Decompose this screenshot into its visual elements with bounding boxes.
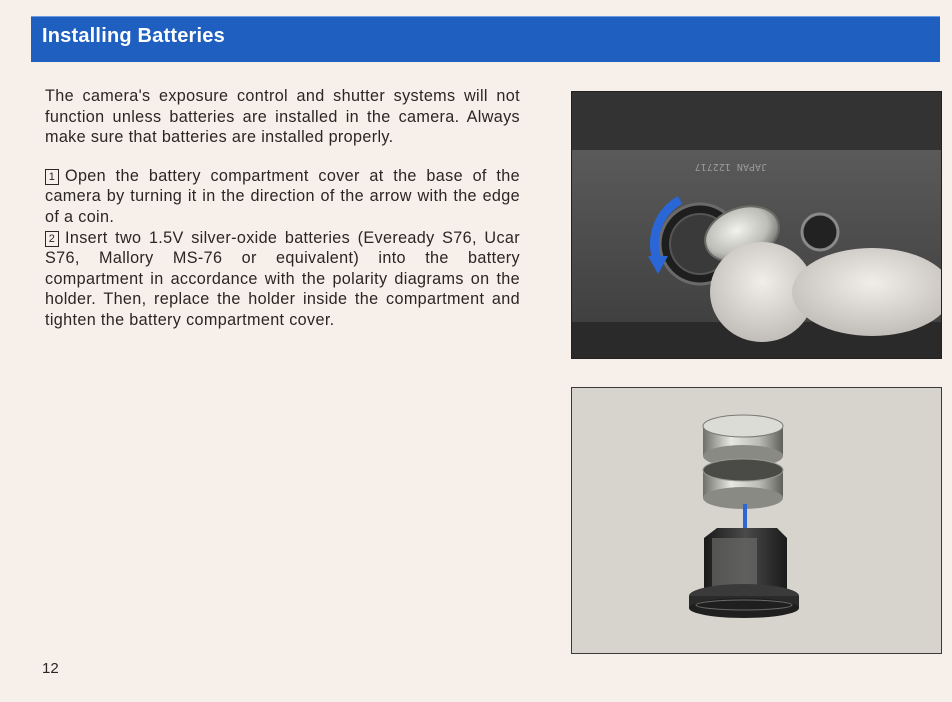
instruction-text [45,86,520,331]
step-text: Insert two 1.5V silver-oxide batteries (Eveready S76, Ucar S76, Mallory MS-76 or equivalent) into the battery compartment in accordance with the polarity diagrams on the holder. Then, replace the holder inside the compartment and tighten the battery compartment cover. [45,228,520,329]
step-text: Open the battery compartment cover at the base of the camera by turning it in the direction of the arrow with the edge of a coin. [45,166,520,226]
battery-holder-diagram [571,387,942,654]
section-header-bar [31,16,940,62]
step-number: 1 [45,169,59,185]
photo-engraving: JAPAN 122717 [694,161,767,172]
section-title: Installing Batteries [42,25,225,47]
step-2 [45,228,520,331]
page-number: 12 [42,660,59,677]
step-1 [45,166,520,228]
intro-paragraph: The camera's exposure control and shutter systems will not function unless batteries are installed in the camera. Always make sure that batteries are installed properly. [45,87,520,147]
camera-base-photo [571,91,942,359]
step-number: 2 [45,231,59,247]
